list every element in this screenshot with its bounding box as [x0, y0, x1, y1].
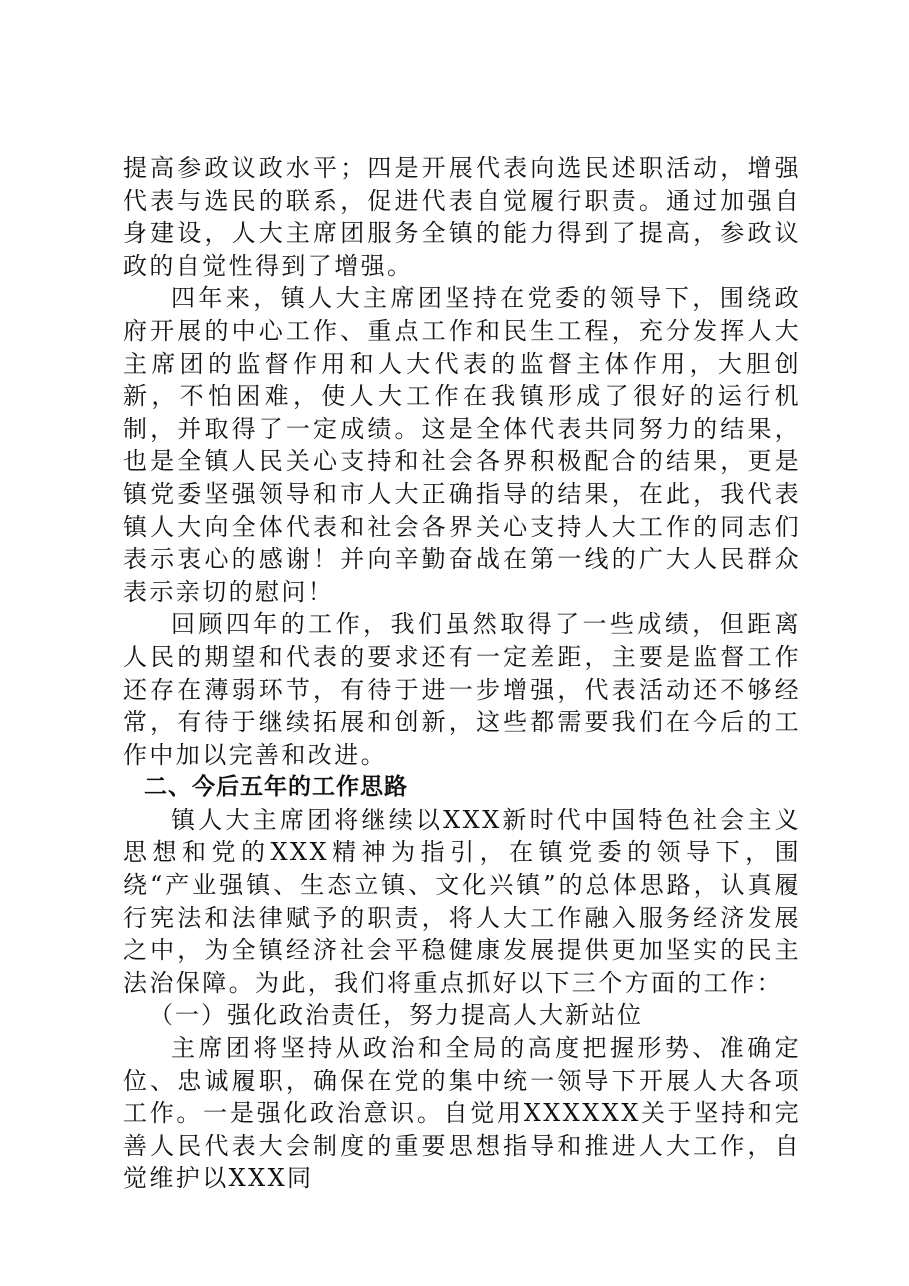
paragraph-political-responsibility: 主席团将坚持从政治和全局的高度把握形势、准确定位、忠诚履职，确保在党的集中统一领导下开展人大各项工作。一是强化政治意识。自觉用XXXXXX关于坚持和完善人民代表大会制度的重要思想指导和推进人大工作，自觉维护以XXX同: [123, 1034, 801, 1193]
paragraph-four-years: 四年来，镇人大主席团坚持在党委的领导下，围绕政府开展的中心工作、重点工作和民生工程，充分发挥人大主席团的监督作用和人大代表的监督主体作用，大胆创新，不怕困难，使人大工作在我镇形成了很好的运行机制，并取得了一定成绩。这是全体代表共同努力的结果，也是全镇人民关心支持和社会各界积极配合的结果，更是镇党委坚强领导和市人大正确指导的结果，在此，我代表镇人大向全体代表和社会各界关心支持人大工作的同志们表示衷心的感谢！并向辛勤奋战在第一线的广大人民群众表示亲切的慰问！: [123, 284, 801, 606]
subsection-heading: （一）强化政治责任，努力提高人大新站位: [149, 1001, 643, 1030]
section-heading: 二、今后五年的工作思路: [144, 774, 408, 801]
document-body: [123, 152, 801, 1195]
paragraph-work-plan: 镇人大主席团将继续以XXX新时代中国特色社会主义思想和党的XXX精神为指引，在镇党委的领导下，围绕“产业强镇、生态立镇、文化兴镇”的总体思路，认真履行宪法和法律赋予的职责，将人大工作融入服务经济发展之中，为全镇经济社会平稳健康发展提供更加坚实的民主法治保障。为此，我们将重点抓好以下三个方面的工作：: [123, 805, 801, 997]
paragraph-review: 回顾四年的工作，我们虽然取得了一些成绩，但距离人民的期望和代表的要求还有一定差距，主要是监督工作还存在薄弱环节，有待于进一步增强，代表活动还不够经常，有待于继续拓展和创新，这些都需要我们在今后的工作中加以完善和改进。: [123, 610, 801, 769]
paragraph-continuation: 提高参政议政水平；四是开展代表向选民述职活动，增强代表与选民的联系，促进代表自觉履行职责。通过加强自身建设，人大主席团服务全镇的能力得到了提高，参政议政的自觉性得到了增强。: [123, 154, 801, 280]
